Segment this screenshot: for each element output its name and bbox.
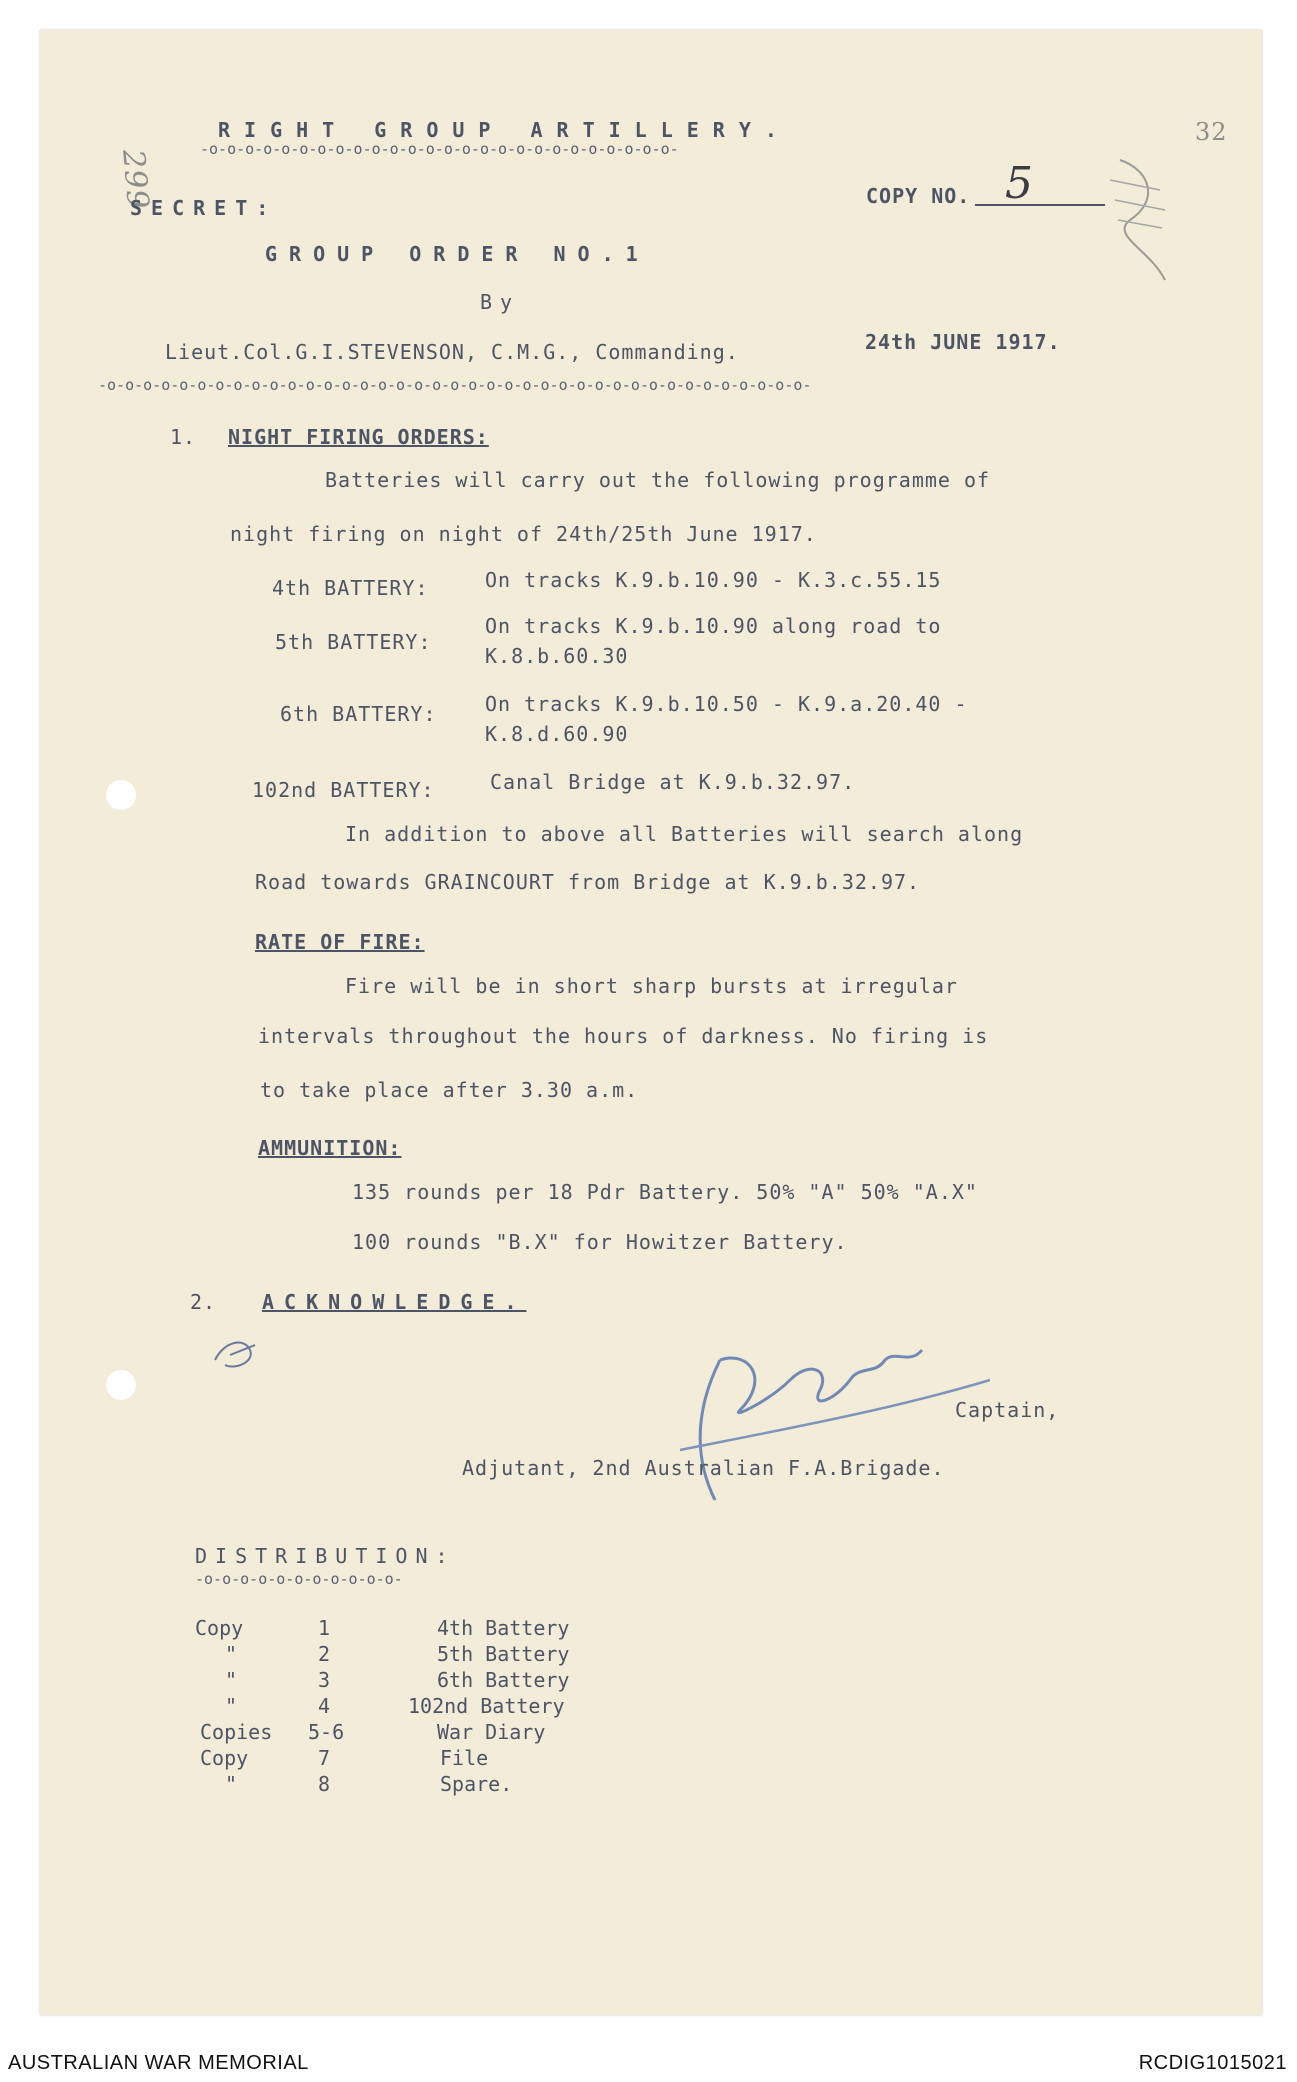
order-date: 24th JUNE 1917.	[865, 330, 1061, 354]
signature-role: Adjutant, 2nd Australian F.A.Brigade.	[462, 1456, 945, 1480]
battery-target-line: Canal Bridge at K.9.b.32.97.	[490, 770, 856, 794]
ammunition-heading: AMMUNITION:	[258, 1136, 402, 1160]
footer-institution: AUSTRALIAN WAR MEMORIAL	[8, 2052, 309, 2074]
distribution-copy-number: 8	[318, 1772, 331, 1796]
distribution-label: Copy	[200, 1746, 249, 1770]
signature-rank: Captain,	[955, 1398, 1060, 1422]
document-title: RIGHT GROUP ARTILLERY.	[218, 118, 791, 142]
header-rule-dash: -o-o-o-o-o-o-o-o-o-o-o-o-o-o-o-o-o-o-o-o-o-o-o-o-o-o-o-o-o-o-o-o-o-o-o-o-o-o-o-	[98, 376, 812, 394]
distribution-copy-number: 7	[318, 1746, 331, 1770]
ammo-line-1: 135 rounds per 18 Pdr Battery. 50% "A" 50% "A.X"	[352, 1180, 978, 1204]
addition-line-1: In addition to above all Batteries will search along	[345, 822, 1024, 846]
secret-label: SECRET:	[130, 196, 278, 220]
distribution-recipient: War Diary	[437, 1720, 546, 1744]
distribution-recipient: Spare.	[440, 1772, 513, 1796]
archive-number: 299	[115, 148, 156, 212]
pencil-scribble	[1090, 150, 1180, 290]
battery-name: 6th BATTERY:	[280, 702, 437, 726]
punch-hole	[106, 1370, 136, 1400]
distribution-label: Copy	[195, 1616, 244, 1640]
commander-line: Lieut.Col.G.I.STEVENSON, C.M.G., Commanding.	[165, 340, 739, 364]
distribution-label: "	[225, 1694, 238, 1718]
battery-target-line: On tracks K.9.b.10.50 - K.9.a.20.40 -	[485, 692, 968, 716]
intro-line-2: night firing on night of 24th/25th June 1917.	[230, 522, 817, 546]
battery-name: 4th BATTERY:	[272, 576, 429, 600]
distribution-recipient: 102nd Battery	[408, 1694, 565, 1718]
copy-label: COPY NO.	[866, 184, 971, 208]
distribution-copy-number: 4	[318, 1694, 331, 1718]
distribution-copy-number: 5-6	[308, 1720, 345, 1744]
initials-mark	[210, 1330, 270, 1380]
ammo-line-2: 100 rounds "B.X" for Howitzer Battery.	[352, 1230, 848, 1254]
battery-target-line: K.8.d.60.90	[485, 722, 629, 746]
rate-line-2: intervals throughout the hours of darkness. No firing is	[258, 1024, 989, 1048]
addition-line-2: Road towards GRAINCOURT from Bridge at K.9.b.32.97.	[255, 870, 921, 894]
punch-hole	[106, 780, 136, 810]
rate-of-fire-heading: RATE OF FIRE:	[255, 930, 425, 954]
battery-target-line: K.8.b.60.30	[485, 644, 629, 668]
rate-line-1: Fire will be in short sharp bursts at irregular	[345, 974, 958, 998]
distribution-copy-number: 3	[318, 1668, 331, 1692]
distribution-recipient: 4th Battery	[437, 1616, 570, 1640]
copy-number-line	[975, 204, 1105, 206]
distribution-label: "	[225, 1668, 238, 1692]
document-page	[40, 30, 1262, 2015]
distribution-copy-number: 1	[318, 1616, 331, 1640]
distribution-heading: DISTRIBUTION:	[195, 1544, 456, 1568]
distribution-copy-number: 2	[318, 1642, 331, 1666]
page-number: 32	[1195, 118, 1228, 146]
battery-name: 102nd BATTERY:	[252, 778, 435, 802]
battery-name: 5th BATTERY:	[275, 630, 432, 654]
acknowledge-heading: ACKNOWLEDGE.	[262, 1290, 527, 1314]
title-underline-dash: -o-o-o-o-o-o-o-o-o-o-o-o-o-o-o-o-o-o-o-o-o-o-o-o-o-o-	[200, 140, 679, 158]
intro-line-1: Batteries will carry out the following programme of	[325, 468, 991, 492]
battery-target-line: On tracks K.9.b.10.90 along road to	[485, 614, 942, 638]
distribution-recipient: File	[440, 1746, 489, 1770]
handwritten-signature	[660, 1320, 1000, 1510]
order-title: GROUP ORDER NO.1	[265, 242, 650, 266]
distribution-label: Copies	[200, 1720, 273, 1744]
battery-target-line: On tracks K.9.b.10.90 - K.3.c.55.15	[485, 568, 942, 592]
by-label: By	[480, 290, 521, 314]
distribution-dash: -o-o-o-o-o-o-o-o-o-o-o-	[195, 1570, 403, 1588]
distribution-label: "	[225, 1772, 238, 1796]
section-2-number: 2.	[190, 1290, 217, 1314]
footer-record-id: RCDIG1015021	[1138, 2052, 1287, 2074]
rate-line-3: to take place after 3.30 a.m.	[260, 1078, 639, 1102]
distribution-label: "	[225, 1642, 238, 1666]
copy-number: 5	[1005, 158, 1034, 209]
distribution-recipient: 6th Battery	[437, 1668, 570, 1692]
section-1-heading: NIGHT FIRING ORDERS:	[228, 425, 489, 449]
section-1-number: 1.	[170, 425, 197, 449]
distribution-recipient: 5th Battery	[437, 1642, 570, 1666]
